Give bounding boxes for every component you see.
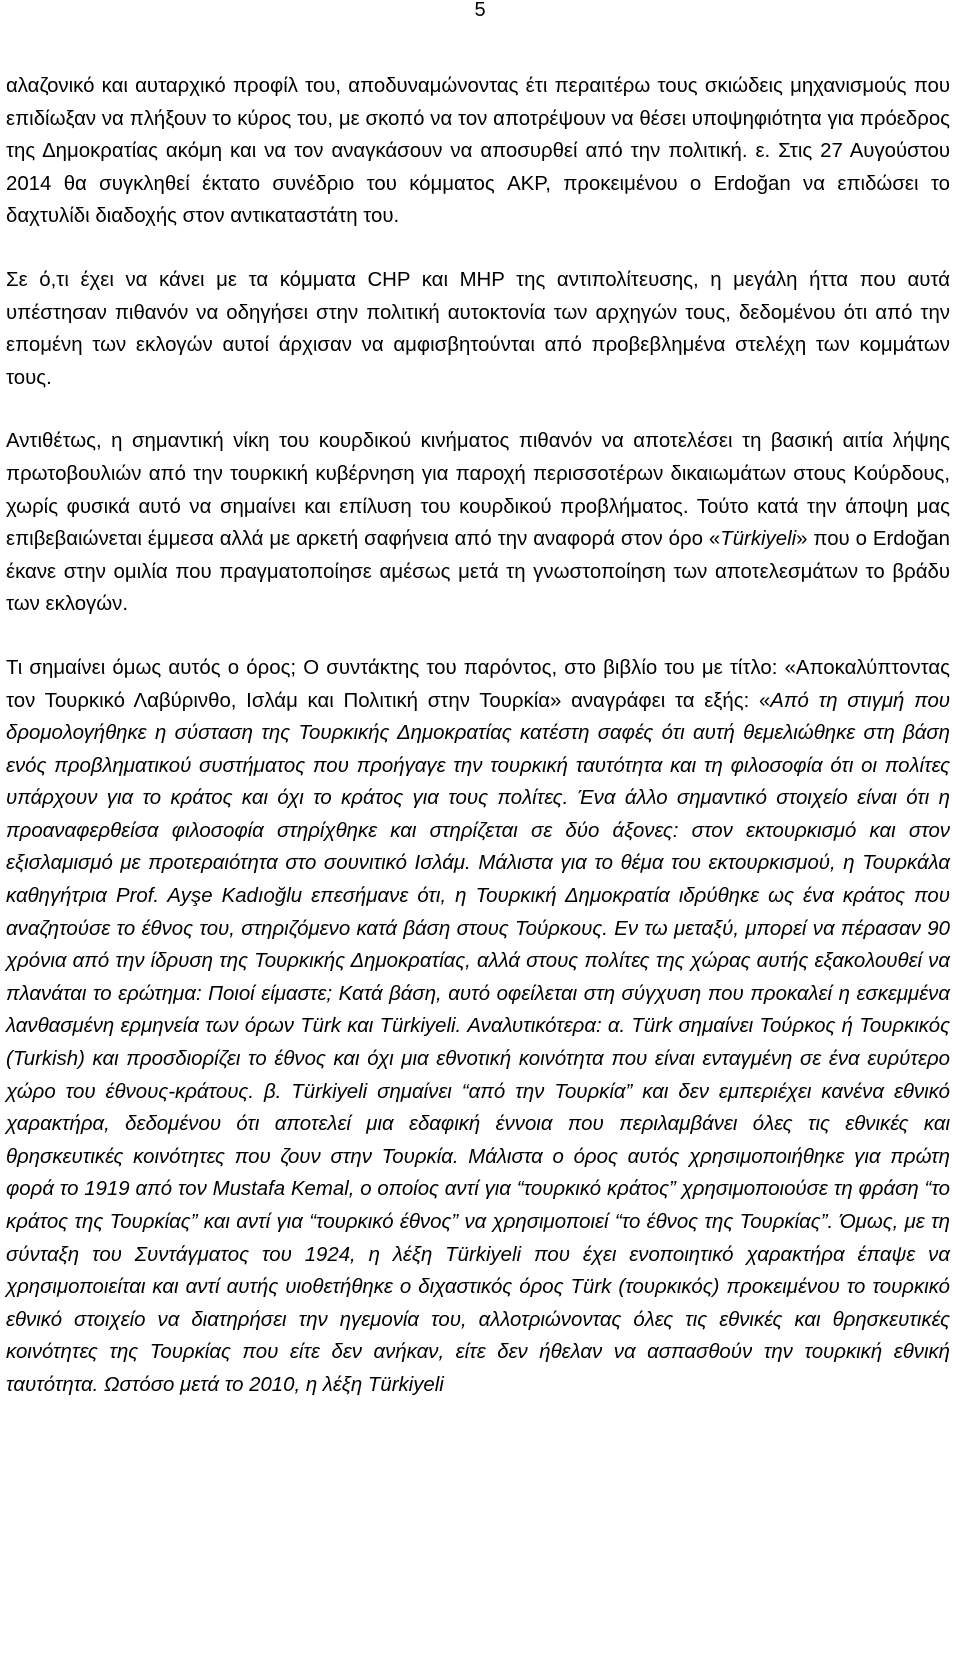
term-turkiyeli: Türkiyeli [720, 528, 797, 551]
paragraph-3-text-after: » που ο Erdoğan έκανε στην ομιλία που πραγματοποίησε αμέσως μετά τη γνωστοποίηση των αποτελεσμάτων το βράδυ των εκλογών. [6, 528, 950, 616]
paragraph-3 [6, 425, 950, 621]
paragraph-4 [6, 652, 950, 1402]
paragraph-3-text-before: Αντιθέτως, η σημαντική νίκη του κουρδικού κινήματος πιθανόν να αποτελέσει τη βασική αιτία λήψης πρωτοβουλιών από την τουρκική κυβέρνηση για παροχή περισσοτέρων δικαιωμάτων στους Κούρδους, χωρίς φυσικά αυτό να σημαίνει και επίλυση του κουρδικού προβλήματος. Τούτο κατά την άποψη μας επιβεβαιώνεται έμμεσα αλλά με αρκετή σαφήνεια από την αναφορά στον όρο « [6, 430, 950, 551]
paragraph-2: Σε ό,τι έχει να κάνει με τα κόμματα CHP και MHP της αντιπολίτευσης, η μεγάλη ήττα που αυτά υπέστησαν πιθανόν να οδηγήσει στην πολιτική αυτοκτονία των αρχηγών τους, δεδομένου ότι από την επομένη των εκλογών αυτοί άρχισαν να αμφισβητούνται από προβεβλημένα στελέχη των κομμάτων τους. [6, 268, 950, 389]
document-body [6, 70, 950, 1402]
paragraph-1: αλαζονικό και αυταρχικό προφίλ του, αποδυναμώνοντας έτι περαιτέρω τους σκιώδεις μηχανισμούς που επιδίωξαν να πλήξουν το κύρος του, με σκοπό να τον αποτρέψουν να θέσει υποψηφιότητα για πρόεδρος της Δημοκρατίας ακόμη και να τον αναγκάσουν να αποσυρθεί από την πολιτική. ε. Στις 27 Αυγούστου 2014 θα συγκληθεί έκτατο συνέδριο του κόμματος AKP, προκειμένου ο Erdoğan να επιδώσει το δαχτυλίδι διαδοχής στον αντικαταστάτη του. [6, 75, 950, 228]
page-number: 5 [474, 0, 486, 21]
book-quote: Από τη στιγμή που δρομολογήθηκε η σύσταση της Τουρκικής Δημοκρατίας κατέστη σαφές ότι αυτή θεμελιώθηκε στη βάση ενός προβληματικού συστήματος που προήγαγε την τουρκική ταυτότητα και τη φιλοσοφία ότι οι πολίτες υπάρχουν για το κράτος και όχι το κράτος για τους πολίτες. Ένα άλλο σημαντικό στοιχείο είναι ότι η προαναφερθείσα φιλοσοφία στηρίχθηκε και στηρίζεται σε δύο άξονες: στον εκτουρκισμό και στον εξισλαμισμό με προτεραιότητα στο σουνιτικό Ισλάμ. Μάλιστα για το θέμα του εκτουρκισμού, η Τουρκάλα καθηγήτρια Prof. Ayşe Kadıoğlu επεσήμανε ότι, η Τουρκική Δημοκρατία ιδρύθηκε ως ένα κράτος που αναζητούσε το έθνος του, στηριζόμενο κατά βάση στους Τούρκους. Εν τω μεταξύ, μπορεί να πέρασαν 90 χρόνια από την ίδρυση της Τουρκικής Δημοκρατίας, αλλά στους πολίτες της χώρας αυτής εξακολουθεί να πλανάται το ερώτημα: Ποιοί είμαστε; Κατά βάση, αυτό οφείλεται στη σύγχυση που προκαλεί η εσκεμμένα λανθασμένη ερμηνεία των όρων Türk και Türkiyeli. Αναλυτικότερα: α. Türk σημαίνει Τούρκος ή Τουρκικός (Turkish) και προσδιορίζει το έθνος και όχι μια εθνοτική κοινότητα που είναι ενταγμένη σε ένα ευρύτερο χώρο του έθνους-κράτους. β. Türkiyeli σημαίνει “από την Τουρκία” και δεν εμπεριέχει κανένα εθνικό χαρακτήρα, δεδομένου ότι αποτελεί μια εδαφική έννοια που περιλαμβάνει όλες τις εθνικές και θρησκευτικές κοινότητες που ζουν στην Τουρκία. Μάλιστα ο όρος αυτός χρησιμοποιήθηκε για πρώτη φορά το 1919 από τον Mustafa Kemal, ο οποίος αντί για “τουρκικό κράτος” χρησιμοποιούσε τη φράση “το κράτος της Τουρκίας” και αντί για “τουρκικό έθνος” να χρησιμοποιεί “το έθνος της Τουρκίας”. Όμως, με τη σύνταξη του Συντάγματος του 1924, η λέξη Türkiyeli που έχει ενοποιητικό χαρακτήρα έπαψε να χρησιμοποιείται και αντί αυτής υιοθετήθηκε ο διχαστικός όρος Türk (τουρκικός) προκειμένου το τουρκικό εθνικό στοιχείο να διατηρήσει την ηγεμονία του, αλλοτριώνοντας όλες τις εθνικές και θρησκευτικές κοινότητες της Τουρκίας που είτε δεν ανήκαν, είτε δεν ήθελαν να ασπασθούν την τουρκική εθνική ταυτότητα. Ωστόσο μετά το 2010, η λέξη Türkiyeli [6, 689, 950, 1396]
paragraph-4-intro: Τι σημαίνει όμως αυτός ο όρος; Ο συντάκτης του παρόντος, στο βιβλίο του με τίτλο: «Αποκαλύπτοντας τον Τουρκικό Λαβύρινθο, Ισλάμ και Πολιτική στην Τουρκία» αναγράφει τα εξής: « [6, 656, 950, 712]
